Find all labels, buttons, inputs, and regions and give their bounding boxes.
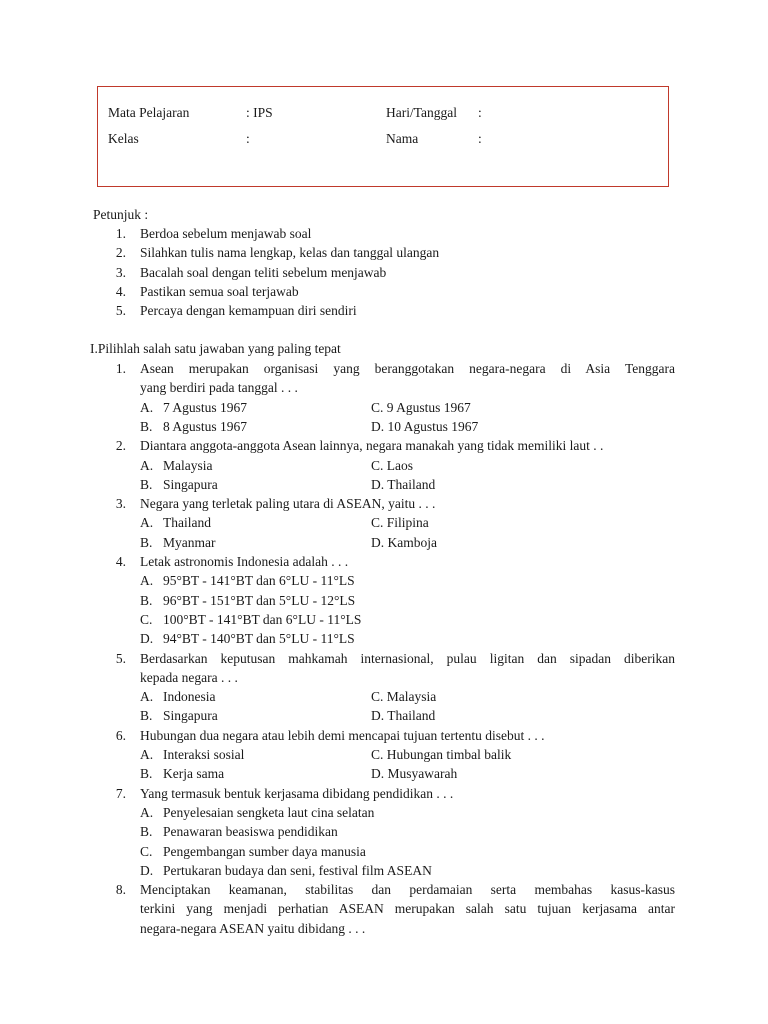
question-text: negara-negara ASEAN yaitu dibidang . . . (140, 920, 366, 936)
option-text: 8 Agustus 1967 (163, 418, 248, 434)
question-text: kepada negara . . . (140, 669, 238, 685)
option-text: D. Thailand (371, 708, 436, 724)
option-text: 7 Agustus 1967 (163, 399, 248, 415)
question-text: Menciptakan keamanan, stabilitas dan perdamaian serta membahas kasus-kasus (140, 882, 675, 898)
question-text: Yang termasuk bentuk kerjasama dibidang pendidikan . . . (140, 785, 454, 801)
option-letter: A. (140, 804, 154, 820)
question-text: Diantara anggota-anggota Asean lainnya, negara manakah yang tidak memiliki laut . . (140, 438, 604, 454)
option-text: Singapura (163, 708, 218, 724)
option-letter: C. (140, 611, 153, 627)
question-number: 1. (115, 361, 126, 376)
option-text: Thailand (163, 515, 211, 531)
instruction-number: 4. (115, 283, 126, 299)
name-value: : (478, 131, 482, 146)
instruction-number: 2. (115, 245, 126, 261)
question-number: 7. (115, 785, 126, 801)
option-letter: B. (140, 708, 153, 724)
instruction-item: Percaya dengan kemampuan diri sendiri (140, 303, 357, 319)
question-text: Negara yang terletak paling utara di ASEAN, yaitu . . . (140, 496, 436, 512)
option-text: Interaksi sosial (163, 747, 245, 762)
question-number: 8. (115, 882, 126, 898)
option-letter: A. (140, 689, 154, 705)
question-text: terkini yang menjadi perhatian ASEAN merupakan salah satu tujuan kerjasama antar (140, 901, 675, 917)
option-letter: D. (140, 862, 154, 878)
option-text: Myanmar (163, 534, 216, 550)
class-value: : (246, 131, 250, 146)
option-text: C. Malaysia (371, 689, 437, 705)
question-number: 4. (115, 554, 126, 569)
subject-label: Mata Pelajaran (108, 105, 190, 120)
instructions-title: Petunjuk : (93, 207, 149, 222)
option-letter: A. (140, 747, 154, 762)
option-letter: B. (140, 766, 153, 782)
question-number: 6. (115, 727, 126, 743)
option-text: Pertukaran budaya dan seni, festival film ASEAN (163, 862, 432, 878)
question-text: Berdasarkan keputusan mahkamah internasional, pulau ligitan dan sipadan diberikan (140, 650, 675, 666)
option-letter: A. (140, 515, 154, 531)
option-letter: B. (140, 824, 153, 840)
instruction-item: Berdoa sebelum menjawab soal (140, 226, 312, 241)
option-letter: B. (140, 418, 153, 434)
instruction-number: 3. (115, 264, 126, 280)
option-text: 96°BT - 151°BT dan 5°LU - 12°LS (163, 592, 356, 608)
day-value: : (478, 105, 482, 120)
question-number: 5. (115, 650, 126, 666)
name-label: Nama (386, 131, 419, 146)
question-text: Asean merupakan organisasi yang beranggotakan negara-negara di Asia Tenggara (140, 361, 675, 376)
option-text: C. Hubungan timbal balik (371, 747, 512, 762)
option-text: D. Musyawarah (371, 766, 458, 782)
question-number: 2. (115, 438, 126, 454)
instruction-item: Bacalah soal dengan teliti sebelum menjawab (140, 264, 387, 280)
day-label: Hari/Tanggal (386, 105, 458, 120)
option-text: Malaysia (163, 457, 213, 473)
option-text: Kerja sama (163, 766, 225, 782)
option-letter: A. (140, 399, 154, 415)
option-text: C. Laos (371, 457, 413, 473)
section-title: I.Pilihlah salah satu jawaban yang paling tepat (90, 341, 341, 356)
question-text: Letak astronomis Indonesia adalah . . . (140, 554, 349, 569)
option-text: C. 9 Agustus 1967 (371, 399, 471, 415)
question-number: 3. (115, 496, 126, 512)
question-text: yang berdiri pada tanggal . . . (140, 380, 298, 396)
option-letter: B. (140, 476, 153, 492)
instruction-number: 1. (115, 226, 126, 241)
subject-value: : IPS (246, 105, 273, 120)
option-text: Penyelesaian sengketa laut cina selatan (163, 804, 375, 820)
header-box (97, 86, 669, 187)
instruction-item: Pastikan semua soal terjawab (140, 283, 299, 299)
option-text: Singapura (163, 476, 218, 492)
option-letter: C. (140, 843, 153, 859)
option-text: Pengembangan sumber daya manusia (163, 843, 366, 859)
option-text: 95°BT - 141°BT dan 6°LU - 11°LS (163, 573, 355, 589)
option-letter: A. (140, 457, 154, 473)
option-text: Penawaran beasiswa pendidikan (163, 824, 338, 840)
option-letter: A. (140, 573, 154, 589)
option-letter: D. (140, 631, 154, 647)
option-text: D. Kamboja (371, 534, 437, 550)
option-text: D. Thailand (371, 476, 436, 492)
option-text: Indonesia (163, 689, 216, 705)
option-letter: B. (140, 534, 153, 550)
option-text: D. 10 Agustus 1967 (371, 418, 479, 434)
option-letter: B. (140, 592, 153, 608)
class-label: Kelas (108, 131, 139, 146)
option-text: 100°BT - 141°BT dan 6°LU - 11°LS (163, 611, 362, 627)
option-text: 94°BT - 140°BT dan 5°LU - 11°LS (163, 631, 355, 647)
instruction-item: Silahkan tulis nama lengkap, kelas dan tanggal ulangan (140, 245, 440, 261)
instruction-number: 5. (115, 303, 126, 319)
option-text: C. Filipina (371, 515, 429, 531)
question-text: Hubungan dua negara atau lebih demi mencapai tujuan tertentu disebut . . . (140, 727, 545, 743)
